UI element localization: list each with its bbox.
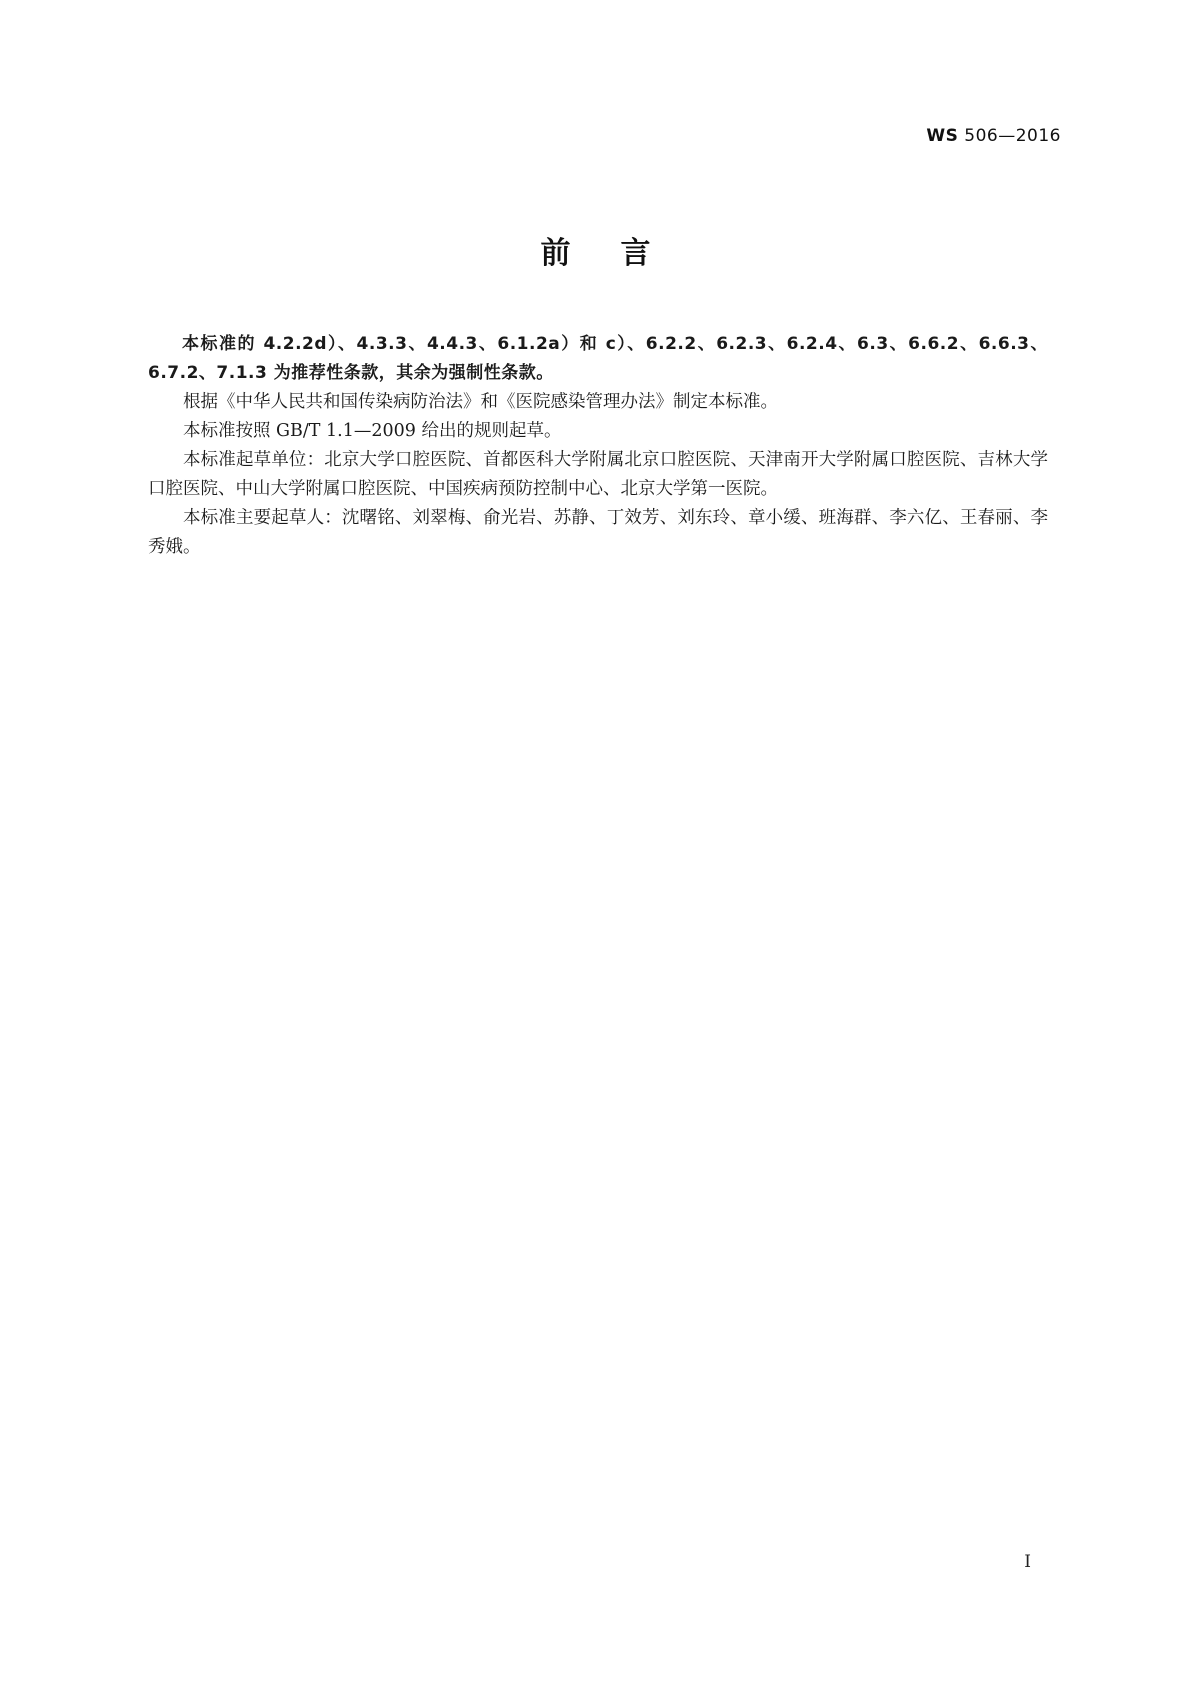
paragraph-drafting-rules: 本标准按照 GB/T 1.1—2009 给出的规则起草。 — [183, 421, 562, 441]
paragraph-legal-basis: 根据《中华人民共和国传染病防治法》和《医院感染管理办法》制定本标准。 — [183, 392, 778, 412]
foreword-body — [148, 330, 1048, 562]
page-title: 前言 — [540, 236, 701, 271]
paragraph-drafters: 本标准主要起草人：沈曙铭、刘翠梅、俞光岩、苏静、丁效芳、刘东玲、章小缓、班海群、李六亿、王春丽、李秀娥。 — [148, 508, 1048, 557]
standard-code — [926, 126, 1061, 146]
paragraph-recommended-clauses: 本标准的 4.2.2d）、4.3.3、4.4.3、6.1.2a）和 c）、6.2.2、6.2.3、6.2.4、6.3、6.6.2、6.6.3、6.7.2、7.1.3 为推荐性条款，其余为强制性条款。 — [148, 334, 1048, 383]
standard-code-number: 506—2016 — [964, 126, 1061, 146]
paragraph-drafting-units: 本标准起草单位：北京大学口腔医院、首都医科大学附属北京口腔医院、天津南开大学附属口腔医院、吉林大学口腔医院、中山大学附属口腔医院、中国疾病预防控制中心、北京大学第一医院。 — [148, 450, 1048, 499]
page-number: I — [1024, 1552, 1031, 1572]
standard-code-prefix: WS — [926, 126, 959, 146]
